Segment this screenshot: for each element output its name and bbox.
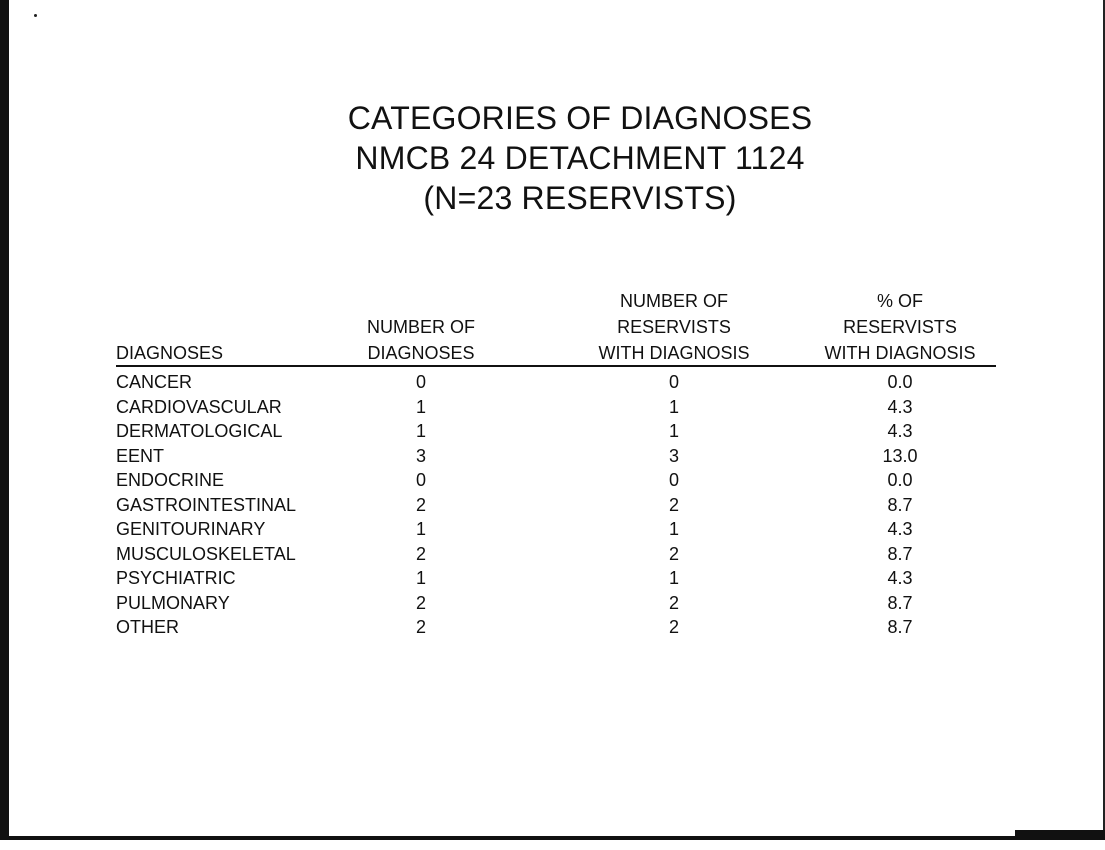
table-header — [116, 280, 996, 366]
cell-number-of-reservists: 2 — [668, 617, 679, 637]
cell-number-of-reservists: 2 — [668, 494, 679, 515]
cell-number-of-reservists: 2 — [668, 543, 679, 564]
cell-number-of-diagnoses: 0 — [415, 372, 426, 392]
cell-number-of-reservists: 2 — [668, 592, 679, 613]
cell-diagnosis: GASTROINTESTINAL — [116, 494, 297, 515]
cell-number-of-diagnoses: 2 — [415, 543, 426, 564]
cell-number-of-diagnoses: 2 — [415, 592, 426, 613]
cell-percent: 8.7 — [887, 494, 913, 515]
cell-percent: 0.0 — [887, 372, 913, 392]
cell-percent: 4.3 — [887, 519, 913, 539]
cell-percent: 13.0 — [882, 445, 918, 466]
header-number-of-reservists: NUMBER OF RESERVISTS WITH DIAGNOSIS — [598, 291, 750, 363]
cell-diagnosis: CARDIOVASCULAR — [116, 396, 282, 417]
cell-diagnosis: PSYCHIATRIC — [116, 568, 236, 588]
table-row — [116, 615, 996, 640]
table-row — [116, 493, 996, 518]
cell-number-of-diagnoses: 1 — [415, 568, 426, 588]
table-row — [116, 419, 996, 444]
scan-speck — [34, 14, 37, 17]
title-line-3: (N=23 RESERVISTS) — [423, 180, 737, 216]
title-line-2: NMCB 24 DETACHMENT 1124 — [355, 140, 805, 176]
cell-diagnosis: OTHER — [116, 617, 179, 637]
cell-number-of-reservists: 1 — [668, 519, 679, 539]
cell-diagnosis: DERMATOLOGICAL — [116, 421, 283, 441]
cell-number-of-diagnoses: 3 — [415, 445, 426, 466]
cell-diagnosis: MUSCULOSKELETAL — [116, 543, 296, 564]
table-row — [116, 517, 996, 542]
title-line-1: CATEGORIES OF DIAGNOSES — [347, 100, 813, 136]
cell-number-of-diagnoses: 2 — [415, 494, 426, 515]
cell-percent: 4.3 — [887, 421, 913, 441]
table-row — [116, 591, 996, 616]
cell-percent: 8.7 — [887, 592, 913, 613]
cell-number-of-reservists: 0 — [668, 470, 679, 490]
cell-percent: 0.0 — [887, 470, 913, 490]
document-title — [0, 98, 1105, 218]
cell-number-of-reservists: 3 — [668, 445, 679, 466]
cell-number-of-diagnoses: 1 — [415, 421, 426, 441]
table-row — [116, 444, 996, 469]
cell-percent: 8.7 — [887, 617, 913, 637]
header-number-of-diagnoses: NUMBER OF DIAGNOSES — [367, 317, 475, 363]
cell-percent: 4.3 — [887, 568, 913, 588]
cell-number-of-diagnoses: 1 — [415, 396, 426, 417]
table-body — [116, 370, 996, 640]
header-underline — [116, 365, 996, 367]
table-row — [116, 395, 996, 420]
cell-number-of-reservists: 1 — [668, 568, 679, 588]
header-diagnoses: DIAGNOSES — [116, 343, 224, 363]
cell-diagnosis: EENT — [116, 445, 165, 466]
cell-number-of-diagnoses: 0 — [415, 470, 426, 490]
table-row — [116, 566, 996, 591]
table-row — [116, 542, 996, 567]
cell-number-of-reservists: 0 — [668, 372, 679, 392]
cell-number-of-diagnoses: 1 — [415, 519, 426, 539]
table-row — [116, 468, 996, 493]
cell-number-of-diagnoses: 2 — [415, 617, 426, 637]
scan-border-bottom — [0, 836, 1105, 850]
cell-diagnosis: CANCER — [116, 372, 193, 392]
cell-percent: 8.7 — [887, 543, 913, 564]
cell-number-of-reservists: 1 — [668, 421, 679, 441]
cell-diagnosis: PULMONARY — [116, 592, 230, 613]
cell-diagnosis: GENITOURINARY — [116, 519, 266, 539]
table-row — [116, 370, 996, 395]
cell-number-of-reservists: 1 — [668, 396, 679, 417]
cell-diagnosis: ENDOCRINE — [116, 470, 225, 490]
cell-percent: 4.3 — [887, 396, 913, 417]
header-percent-of-reservists: % OF RESERVISTS WITH DIAGNOSIS — [824, 291, 976, 363]
